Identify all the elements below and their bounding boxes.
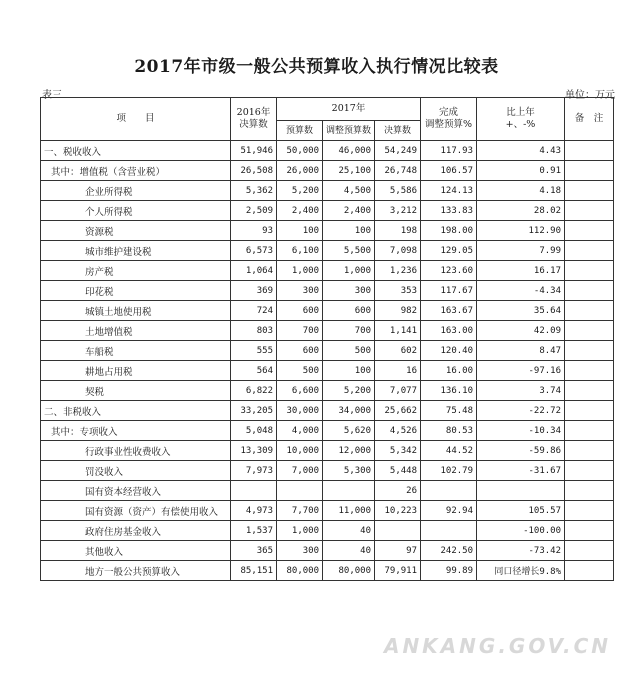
cell-yoy: 7.99 bbox=[477, 241, 565, 261]
cell-final bbox=[375, 521, 421, 541]
cell-note bbox=[565, 401, 614, 421]
cell-note bbox=[565, 201, 614, 221]
row-name: 城市维护建设税 bbox=[41, 241, 231, 261]
cell-final: 97 bbox=[375, 541, 421, 561]
cell-budget: 80,000 bbox=[277, 561, 323, 581]
header-2017: 2017年 bbox=[277, 98, 421, 121]
cell-yoy: -59.86 bbox=[477, 441, 565, 461]
row-name: 二、非税收入 bbox=[41, 401, 231, 421]
cell-y2016: 93 bbox=[231, 221, 277, 241]
cell-budget: 4,000 bbox=[277, 421, 323, 441]
cell-final: 602 bbox=[375, 341, 421, 361]
table-row bbox=[41, 381, 614, 401]
cell-adjusted: 1,000 bbox=[323, 261, 375, 281]
cell-final: 25,662 bbox=[375, 401, 421, 421]
cell-adjusted: 11,000 bbox=[323, 501, 375, 521]
row-name: 其中：增值税（含营业税） bbox=[41, 161, 231, 181]
cell-budget: 6,600 bbox=[277, 381, 323, 401]
cell-completion: 99.89 bbox=[421, 561, 477, 581]
cell-completion: 136.10 bbox=[421, 381, 477, 401]
budget-table bbox=[40, 97, 614, 581]
cell-y2016: 13,309 bbox=[231, 441, 277, 461]
table-row bbox=[41, 201, 614, 221]
header-budget: 预算数 bbox=[277, 121, 323, 141]
page-title: 2017年市级一般公共预算收入执行情况比较表 bbox=[134, 57, 499, 77]
cell-completion: 133.83 bbox=[421, 201, 477, 221]
row-name: 土地增值税 bbox=[41, 321, 231, 341]
cell-budget: 700 bbox=[277, 321, 323, 341]
watermark: ANKANG.GOV.CN bbox=[383, 634, 611, 658]
cell-y2016 bbox=[231, 481, 277, 501]
cell-adjusted bbox=[323, 481, 375, 501]
cell-y2016: 803 bbox=[231, 321, 277, 341]
table-row bbox=[41, 481, 614, 501]
cell-note bbox=[565, 481, 614, 501]
header-2016: 2016年 决算数 bbox=[231, 98, 277, 141]
cell-completion: 16.00 bbox=[421, 361, 477, 381]
table-number: 表三 bbox=[42, 90, 62, 101]
row-name: 其中：专项收入 bbox=[41, 421, 231, 441]
cell-note bbox=[565, 461, 614, 481]
table-row bbox=[41, 181, 614, 201]
row-name: 行政事业性收费收入 bbox=[41, 441, 231, 461]
cell-completion: 129.05 bbox=[421, 241, 477, 261]
cell-adjusted: 300 bbox=[323, 281, 375, 301]
cell-final: 10,223 bbox=[375, 501, 421, 521]
cell-yoy: 4.18 bbox=[477, 181, 565, 201]
cell-yoy: 16.17 bbox=[477, 261, 565, 281]
cell-yoy: 105.57 bbox=[477, 501, 565, 521]
cell-y2016: 724 bbox=[231, 301, 277, 321]
cell-final: 198 bbox=[375, 221, 421, 241]
cell-yoy: 8.47 bbox=[477, 341, 565, 361]
cell-final: 16 bbox=[375, 361, 421, 381]
cell-yoy: 0.91 bbox=[477, 161, 565, 181]
cell-yoy bbox=[477, 481, 565, 501]
cell-completion: 123.60 bbox=[421, 261, 477, 281]
cell-budget: 30,000 bbox=[277, 401, 323, 421]
cell-note bbox=[565, 561, 614, 581]
cell-completion: 120.40 bbox=[421, 341, 477, 361]
row-name: 城镇土地使用税 bbox=[41, 301, 231, 321]
cell-adjusted: 100 bbox=[323, 221, 375, 241]
table-row bbox=[41, 501, 614, 521]
header-note: 备 注 bbox=[565, 98, 614, 141]
cell-yoy: 42.09 bbox=[477, 321, 565, 341]
cell-final: 4,526 bbox=[375, 421, 421, 441]
cell-budget: 50,000 bbox=[277, 141, 323, 161]
cell-budget: 600 bbox=[277, 341, 323, 361]
cell-y2016: 85,151 bbox=[231, 561, 277, 581]
cell-adjusted: 5,620 bbox=[323, 421, 375, 441]
header-final: 决算数 bbox=[375, 121, 421, 141]
table-row bbox=[41, 461, 614, 481]
table-row bbox=[41, 261, 614, 281]
cell-budget: 7,700 bbox=[277, 501, 323, 521]
cell-y2016: 555 bbox=[231, 341, 277, 361]
cell-final: 26,748 bbox=[375, 161, 421, 181]
unit-label: 单位：万元 bbox=[565, 90, 615, 101]
cell-note bbox=[565, 221, 614, 241]
table-row bbox=[41, 421, 614, 441]
cell-final: 54,249 bbox=[375, 141, 421, 161]
table-row bbox=[41, 361, 614, 381]
cell-adjusted: 500 bbox=[323, 341, 375, 361]
cell-final: 3,212 bbox=[375, 201, 421, 221]
row-name: 车船税 bbox=[41, 341, 231, 361]
table-row bbox=[41, 301, 614, 321]
row-name: 国有资本经营收入 bbox=[41, 481, 231, 501]
cell-adjusted: 100 bbox=[323, 361, 375, 381]
cell-y2016: 5,362 bbox=[231, 181, 277, 201]
cell-completion: 75.48 bbox=[421, 401, 477, 421]
cell-completion bbox=[421, 481, 477, 501]
cell-note bbox=[565, 541, 614, 561]
cell-adjusted: 40 bbox=[323, 541, 375, 561]
cell-adjusted: 34,000 bbox=[323, 401, 375, 421]
row-name: 资源税 bbox=[41, 221, 231, 241]
cell-y2016: 1,537 bbox=[231, 521, 277, 541]
row-name: 房产税 bbox=[41, 261, 231, 281]
cell-completion: 117.93 bbox=[421, 141, 477, 161]
cell-note bbox=[565, 181, 614, 201]
cell-final: 79,911 bbox=[375, 561, 421, 581]
cell-yoy: -31.67 bbox=[477, 461, 565, 481]
row-name: 其他收入 bbox=[41, 541, 231, 561]
cell-final: 5,586 bbox=[375, 181, 421, 201]
cell-final: 1,236 bbox=[375, 261, 421, 281]
header-item: 项 目 bbox=[41, 98, 231, 141]
cell-completion bbox=[421, 521, 477, 541]
cell-completion: 80.53 bbox=[421, 421, 477, 441]
table-row bbox=[41, 281, 614, 301]
cell-y2016: 365 bbox=[231, 541, 277, 561]
row-name: 企业所得税 bbox=[41, 181, 231, 201]
cell-completion: 106.57 bbox=[421, 161, 477, 181]
cell-final: 5,448 bbox=[375, 461, 421, 481]
row-name: 个人所得税 bbox=[41, 201, 231, 221]
cell-final: 982 bbox=[375, 301, 421, 321]
cell-completion: 92.94 bbox=[421, 501, 477, 521]
table-row bbox=[41, 141, 614, 161]
cell-completion: 124.13 bbox=[421, 181, 477, 201]
cell-adjusted: 2,400 bbox=[323, 201, 375, 221]
cell-yoy: -10.34 bbox=[477, 421, 565, 441]
cell-note bbox=[565, 521, 614, 541]
cell-final: 7,098 bbox=[375, 241, 421, 261]
cell-note bbox=[565, 261, 614, 281]
cell-y2016: 369 bbox=[231, 281, 277, 301]
cell-adjusted: 25,100 bbox=[323, 161, 375, 181]
cell-budget: 5,200 bbox=[277, 181, 323, 201]
cell-budget: 300 bbox=[277, 281, 323, 301]
cell-y2016: 1,064 bbox=[231, 261, 277, 281]
cell-adjusted: 700 bbox=[323, 321, 375, 341]
cell-note bbox=[565, 341, 614, 361]
cell-note bbox=[565, 301, 614, 321]
cell-note bbox=[565, 421, 614, 441]
cell-yoy: -73.42 bbox=[477, 541, 565, 561]
cell-adjusted: 600 bbox=[323, 301, 375, 321]
row-name: 地方一般公共预算收入 bbox=[41, 561, 231, 581]
cell-final: 26 bbox=[375, 481, 421, 501]
cell-final: 1,141 bbox=[375, 321, 421, 341]
cell-final: 7,077 bbox=[375, 381, 421, 401]
cell-completion: 102.79 bbox=[421, 461, 477, 481]
cell-budget: 6,100 bbox=[277, 241, 323, 261]
cell-y2016: 51,946 bbox=[231, 141, 277, 161]
row-name: 印花税 bbox=[41, 281, 231, 301]
cell-note bbox=[565, 361, 614, 381]
cell-budget: 500 bbox=[277, 361, 323, 381]
table-row bbox=[41, 521, 614, 541]
cell-yoy: -97.16 bbox=[477, 361, 565, 381]
cell-completion: 117.67 bbox=[421, 281, 477, 301]
table-row bbox=[41, 541, 614, 561]
cell-yoy: 同口径增长9.8% bbox=[477, 561, 565, 581]
row-name: 罚没收入 bbox=[41, 461, 231, 481]
cell-yoy: 4.43 bbox=[477, 141, 565, 161]
cell-budget: 100 bbox=[277, 221, 323, 241]
cell-completion: 163.00 bbox=[421, 321, 477, 341]
cell-budget: 2,400 bbox=[277, 201, 323, 221]
table-row bbox=[41, 241, 614, 261]
cell-budget: 600 bbox=[277, 301, 323, 321]
cell-yoy: 3.74 bbox=[477, 381, 565, 401]
cell-budget: 10,000 bbox=[277, 441, 323, 461]
cell-budget: 300 bbox=[277, 541, 323, 561]
cell-adjusted: 12,000 bbox=[323, 441, 375, 461]
cell-completion: 44.52 bbox=[421, 441, 477, 461]
cell-budget: 26,000 bbox=[277, 161, 323, 181]
cell-completion: 163.67 bbox=[421, 301, 477, 321]
cell-y2016: 2,509 bbox=[231, 201, 277, 221]
cell-adjusted: 5,300 bbox=[323, 461, 375, 481]
table-row bbox=[41, 341, 614, 361]
cell-completion: 198.00 bbox=[421, 221, 477, 241]
cell-y2016: 7,973 bbox=[231, 461, 277, 481]
cell-adjusted: 46,000 bbox=[323, 141, 375, 161]
cell-yoy: -100.00 bbox=[477, 521, 565, 541]
row-name: 契税 bbox=[41, 381, 231, 401]
cell-adjusted: 5,500 bbox=[323, 241, 375, 261]
row-name: 一、税收收入 bbox=[41, 141, 231, 161]
cell-y2016: 5,048 bbox=[231, 421, 277, 441]
cell-note bbox=[565, 381, 614, 401]
cell-y2016: 6,822 bbox=[231, 381, 277, 401]
cell-note bbox=[565, 241, 614, 261]
cell-yoy: 112.90 bbox=[477, 221, 565, 241]
cell-yoy: -22.72 bbox=[477, 401, 565, 421]
cell-y2016: 33,205 bbox=[231, 401, 277, 421]
header-adjusted: 调整预算数 bbox=[323, 121, 375, 141]
table-row bbox=[41, 441, 614, 461]
cell-final: 353 bbox=[375, 281, 421, 301]
table-row bbox=[41, 221, 614, 241]
cell-yoy: 35.64 bbox=[477, 301, 565, 321]
cell-note bbox=[565, 161, 614, 181]
cell-yoy: -4.34 bbox=[477, 281, 565, 301]
table-row bbox=[41, 321, 614, 341]
cell-budget: 7,000 bbox=[277, 461, 323, 481]
table-row bbox=[41, 401, 614, 421]
cell-y2016: 6,573 bbox=[231, 241, 277, 261]
cell-note bbox=[565, 141, 614, 161]
header-completion: 完成 调整预算% bbox=[421, 98, 477, 141]
cell-note bbox=[565, 501, 614, 521]
cell-y2016: 564 bbox=[231, 361, 277, 381]
row-name: 政府住房基金收入 bbox=[41, 521, 231, 541]
cell-adjusted: 5,200 bbox=[323, 381, 375, 401]
cell-yoy: 28.02 bbox=[477, 201, 565, 221]
row-name: 国有资源（资产）有偿使用收入 bbox=[41, 501, 231, 521]
header-yoy: 比上年 +、-% bbox=[477, 98, 565, 141]
cell-note bbox=[565, 321, 614, 341]
cell-y2016: 4,973 bbox=[231, 501, 277, 521]
row-name: 耕地占用税 bbox=[41, 361, 231, 381]
cell-adjusted: 80,000 bbox=[323, 561, 375, 581]
cell-adjusted: 40 bbox=[323, 521, 375, 541]
cell-note bbox=[565, 281, 614, 301]
table-row bbox=[41, 561, 614, 581]
cell-final: 5,342 bbox=[375, 441, 421, 461]
cell-budget: 1,000 bbox=[277, 261, 323, 281]
cell-budget: 1,000 bbox=[277, 521, 323, 541]
cell-y2016: 26,508 bbox=[231, 161, 277, 181]
cell-adjusted: 4,500 bbox=[323, 181, 375, 201]
table-row bbox=[41, 161, 614, 181]
cell-completion: 242.50 bbox=[421, 541, 477, 561]
cell-note bbox=[565, 441, 614, 461]
cell-budget bbox=[277, 481, 323, 501]
